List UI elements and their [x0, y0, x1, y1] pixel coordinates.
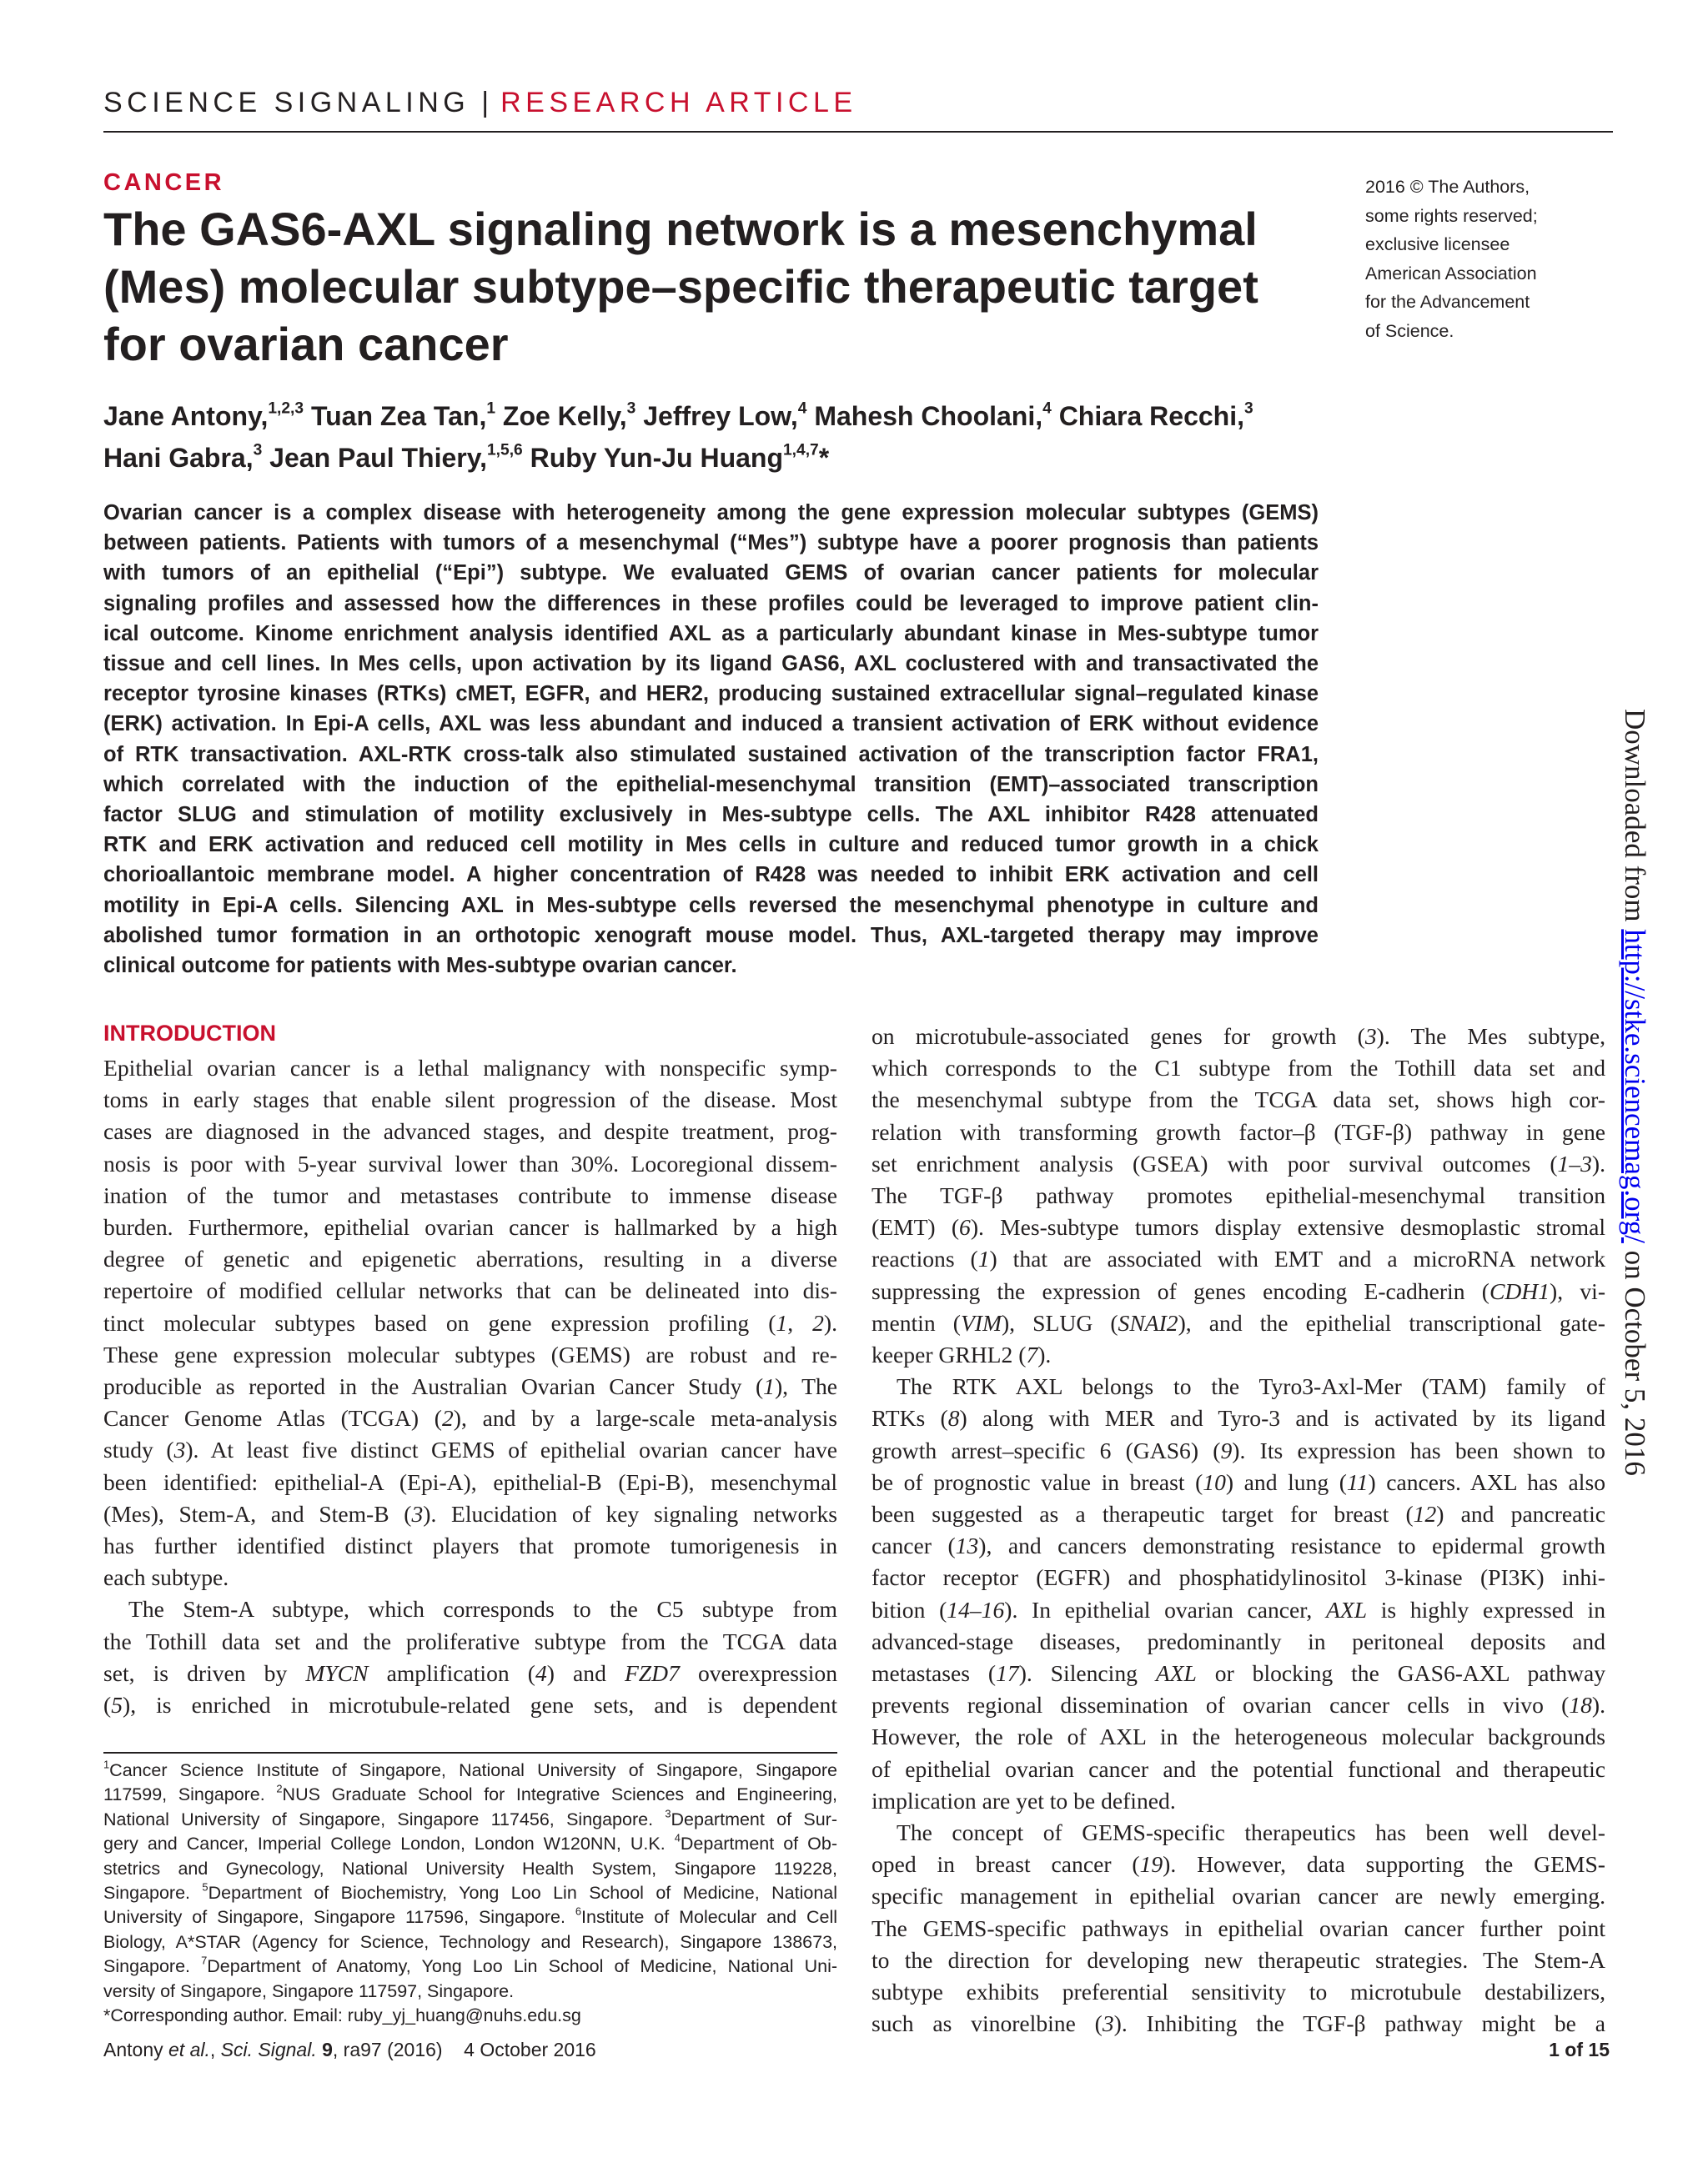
copyright-line: for the Advancement — [1365, 292, 1530, 312]
reference-link[interactable]: 1 — [977, 1246, 990, 1272]
body-text: be of prognostic value in breast ( — [872, 1468, 1203, 1495]
author-name: Jeffrey Low, — [635, 401, 798, 431]
abstract-line: Ovarian cancer is a complex disease with heterogeneity among the gene expression molecular subtypes (GEMS) — [103, 501, 1319, 524]
affiliation-mark: 1,2,3 — [268, 399, 304, 418]
body-line: has further identified distinct players that promote tumorigenesis in — [103, 1533, 837, 1559]
gene-name: VIM — [960, 1309, 1002, 1336]
affiliation-mark: 3 — [626, 399, 636, 418]
gene-name: AXL — [1325, 1596, 1368, 1623]
journal-name: SCIENCE SIGNALING — [103, 87, 470, 118]
abstract-line: ical outcome. Kinome enrichment analysis identified AXL as a particularly abundant kinase in Mes-subtype tumor — [103, 621, 1319, 645]
reference-link[interactable]: 18 — [1569, 1692, 1592, 1719]
body-text: ) cancers. AXL has also — [1368, 1468, 1605, 1495]
body-line — [872, 1243, 1605, 1275]
abstract-line: of RTK transactivation. AXL-RTK cross-talk also stimulated sustained activation of the transcription factor FRA1, — [103, 742, 1319, 766]
abstract-line: with tumors of an epithelial (“Epi”) subtype. We evaluated GEMS of ovarian cancer patients for molecular — [103, 561, 1319, 585]
body-text: ), and cancers demonstrating resistance to epidermal growth — [978, 1533, 1605, 1559]
reference-link[interactable]: 1 — [763, 1373, 775, 1400]
affiliation-mark: 4 — [1042, 399, 1052, 418]
affiliation-mark: 4 — [797, 399, 807, 418]
body-text: on microtubule-associated genes for growth ( — [872, 1023, 1365, 1049]
reference-link[interactable]: 3 — [173, 1437, 186, 1463]
body-line: implication are yet to be defined. — [872, 1787, 1176, 1814]
body-text: ). — [1037, 1342, 1052, 1368]
header-rule — [103, 131, 1613, 133]
footnote-text: Singapore. — [103, 1956, 202, 1977]
affiliation-mark: 3 — [253, 441, 263, 459]
reference-link[interactable]: 10 — [1203, 1468, 1226, 1495]
reference-link[interactable]: 2 — [812, 1309, 824, 1336]
body-line — [872, 1276, 1605, 1307]
footnote-text: University of Singapore, Singapore 117596, Singapore. — [103, 1907, 575, 1928]
abstract-line: tissue and cell lines. In Mes cells, upon activation by its ligand GAS6, AXL coclustered with and transactivated the — [103, 652, 1319, 676]
body-text: metastases ( — [872, 1660, 997, 1687]
affiliation-mark: 1,5,6 — [487, 441, 523, 459]
copyright-line: of Science. — [1365, 320, 1454, 341]
footnote-text: National University of Singapore, Singapore 117456, Singapore. — [103, 1809, 666, 1829]
body-text: reactions ( — [872, 1246, 978, 1272]
body-text: mentin ( — [872, 1309, 961, 1336]
body-text: Cancer Genome Atlas (TCGA) ( — [103, 1405, 442, 1432]
body-line: the Tothill data set and the proliferative subtype from the TCGA data — [103, 1628, 837, 1654]
affiliation-mark: 2 — [276, 1782, 283, 1795]
abstract-line: signaling profiles and assessed how the differences in these profiles could be leveraged to improve patient clin- — [103, 591, 1319, 615]
title-line: (Mes) molecular subtype–specific therapeutic target — [103, 260, 1258, 313]
abstract-line: between patients. Patients with tumors of a mesenchymal (“Mes”) subtype have a poorer prognosis than patients — [103, 531, 1319, 555]
article-type: RESEARCH ARTICLE — [500, 87, 857, 118]
author-name: Hani Gabra, — [103, 443, 254, 473]
author-name: Mahesh Choolani, — [806, 401, 1043, 431]
body-text: ). — [823, 1309, 837, 1336]
footnote-line — [103, 1759, 837, 1783]
body-text: ) and pancreatic — [1436, 1501, 1605, 1528]
reference-link[interactable]: 6 — [959, 1214, 971, 1241]
body-line — [872, 2008, 1605, 2040]
author-name: Chiara Recchi, — [1051, 401, 1244, 431]
author-name: Zoe Kelly, — [495, 401, 627, 431]
body-text: ). Silencing — [1018, 1660, 1156, 1687]
citation-text: , — [209, 2039, 221, 2060]
reference-link[interactable]: 3 — [1364, 1023, 1377, 1049]
body-text: – — [1569, 1150, 1581, 1177]
body-text: bition ( — [872, 1596, 947, 1623]
body-text: ) that are associated with EMT and a microRNA network — [989, 1246, 1605, 1272]
gene-name: MYCN — [305, 1659, 369, 1686]
abstract-line: chorioallantoic membrane model. A higher concentration of R428 was needed to inhibit ERK activation and cell — [103, 863, 1319, 887]
footnote-text: Department of Sur- — [671, 1809, 837, 1829]
citation-authors: Antony — [103, 2039, 168, 2060]
body-text: RTKs ( — [872, 1405, 948, 1432]
body-line: subtype exhibits preferential sensitivity to microtubule destabilizers, — [872, 1979, 1605, 2005]
body-line — [103, 1403, 837, 1434]
body-line: degree of genetic and epigenetic aberrations, resulting in a diverse — [103, 1246, 837, 1272]
author-name: Jean Paul Thiery, — [262, 443, 488, 473]
citation-line — [103, 2039, 596, 2061]
footnote-line: versity of Singapore, Singapore 117597, Singapore. — [103, 1980, 515, 2001]
footnote-line — [103, 1905, 837, 1930]
abstract-line: abolished tumor formation in an orthotopic xenograft mouse model. Thus, AXL-targeted therapy may improve — [103, 923, 1319, 947]
body-text: ). Its expression has been shown to — [1232, 1437, 1605, 1463]
gene-name: SNAI2 — [1118, 1309, 1178, 1336]
body-text: oped in breast cancer ( — [872, 1851, 1140, 1878]
corresponding-author: *Corresponding author. Email: ruby_yj_huang@nuhs.edu.sg — [103, 2005, 581, 2026]
body-text: ) along with MER and Tyro-3 and is activated by its ligand — [959, 1405, 1605, 1432]
body-line — [103, 1371, 837, 1403]
footnote-text: Cancer Science Institute of Singapore, National University of Singapore, Singapore — [109, 1760, 837, 1780]
footnote-text: gery and Cancer, Imperial College London, London W120NN, U.K. — [103, 1834, 675, 1854]
reference-link[interactable]: 3 — [411, 1500, 424, 1527]
body-line: nosis is poor with 5-year survival lower than 30%. Locoregional dissem- — [103, 1150, 837, 1177]
body-line: The TGF-β pathway promotes epithelial-mesenchymal transition — [872, 1182, 1605, 1209]
affiliation-mark: 1,4,7 — [783, 441, 819, 459]
reference-link[interactable]: 12 — [1413, 1501, 1437, 1528]
body-text: amplification ( — [368, 1659, 535, 1686]
body-line: the mesenchymal subtype from the TCGA data set, shows high cor- — [872, 1086, 1605, 1113]
body-text: ) and lung ( — [1225, 1468, 1347, 1495]
download-notice — [1618, 709, 1651, 1476]
footnote-line: Biology, A*STAR (Agency for Science, Technology and Research), Singapore 138673, — [103, 1931, 837, 1952]
body-text: ). Elucidation of key signaling networks — [423, 1500, 837, 1527]
body-column-right — [872, 1021, 1605, 2040]
body-line — [872, 1339, 1605, 1371]
reference-link[interactable]: 9 — [1220, 1437, 1233, 1463]
body-text: ). — [1591, 1692, 1605, 1719]
copyright-line: American Association — [1365, 263, 1537, 284]
body-line — [872, 1435, 1605, 1467]
body-text: set enrichment analysis (GSEA) with poor survival outcomes ( — [872, 1150, 1558, 1177]
reference-link[interactable]: 14 — [947, 1596, 970, 1623]
body-line: However, the role of AXL in the heterogeneous molecular backgrounds — [872, 1724, 1605, 1750]
body-line: factor receptor (EGFR) and phosphatidylinositol 3-kinase (PI3K) inhi- — [872, 1564, 1605, 1591]
footnote-text: Department of Ob- — [680, 1834, 837, 1854]
body-text: ) and — [546, 1659, 625, 1686]
title-line: The GAS6-AXL signaling network is a mesenchymal — [103, 203, 1258, 255]
reference-link[interactable]: 2 — [442, 1405, 454, 1432]
body-text: ). At least five distinct GEMS of epithelial ovarian cancer have — [185, 1437, 837, 1463]
header-separator: | — [481, 87, 490, 118]
body-line — [872, 1530, 1605, 1562]
footnote-line — [103, 1783, 837, 1807]
body-text: (EMT) ( — [872, 1214, 960, 1241]
body-line — [872, 1467, 1605, 1498]
copyright-line: exclusive licensee — [1365, 234, 1510, 254]
author-name: Tuan Zea Tan, — [304, 401, 487, 431]
body-text: ). The Mes subtype, — [1376, 1023, 1605, 1049]
body-text: (Mes), Stem-A, and Stem-B ( — [103, 1500, 412, 1527]
body-text: – — [969, 1596, 982, 1623]
body-line: of epithelial ovarian cancer and the potential functional and therapeutic — [872, 1755, 1605, 1782]
body-text: , — [787, 1309, 813, 1336]
reference-link[interactable]: 19 — [1139, 1851, 1163, 1878]
body-text: tinct molecular subtypes based on gene expression profiling ( — [103, 1309, 776, 1336]
footnote-rule — [103, 1752, 837, 1754]
footnote-line — [103, 1832, 837, 1856]
download-link[interactable]: http://stke.sciencemag.org/ — [1619, 929, 1651, 1243]
body-text: ), and by a large-scale meta-analysis — [453, 1405, 837, 1432]
author-name: Ruby Yun-Ju Huang — [522, 443, 784, 473]
body-column-left — [103, 1052, 837, 1721]
footnote-line — [103, 1808, 837, 1832]
body-line — [872, 1498, 1605, 1530]
abstract — [103, 498, 1319, 981]
body-line: specific management in epithelial ovarian cancer are newly emerging. — [872, 1883, 1605, 1910]
body-text: ). Mes-subtype tumors display extensive desmoplastic stromal — [970, 1214, 1605, 1241]
reference-link[interactable]: 1 — [776, 1309, 788, 1336]
reference-link[interactable]: 17 — [996, 1660, 1019, 1687]
affiliation-mark: 5 — [202, 1880, 208, 1894]
body-line — [872, 1148, 1605, 1180]
affiliations-footnote — [103, 1759, 837, 2028]
body-text: keeper GRHL2 ( — [872, 1342, 1027, 1368]
affiliation-mark: 3 — [1244, 399, 1253, 418]
citation-etal: et al. — [168, 2039, 210, 2060]
citation-text: , ra97 (2016) 4 October 2016 — [332, 2039, 596, 2060]
footnote-line — [103, 1881, 837, 1905]
reference-link[interactable]: 5 — [111, 1692, 123, 1719]
body-text: ( — [103, 1692, 112, 1719]
gene-name: AXL — [1155, 1660, 1197, 1687]
title-line: for ovarian cancer — [103, 318, 509, 370]
body-line — [103, 1434, 837, 1466]
body-line — [872, 1658, 1605, 1689]
reference-link[interactable]: 4 — [535, 1659, 547, 1686]
abstract-line: (ERK) activation. In Epi-A cells, AXL was less abundant and induced a transient activation of ERK without evidence — [103, 712, 1319, 736]
body-line: each subtype. — [103, 1564, 229, 1591]
body-line: cases are diagnosed in the advanced stages, and despite treatment, prog- — [103, 1118, 837, 1145]
body-line: The RTK AXL belongs to the Tyro3-Axl-Mer (TAM) family of — [897, 1373, 1605, 1400]
download-text: Downloaded from — [1619, 709, 1651, 930]
body-text: cancer ( — [872, 1533, 956, 1559]
introduction-heading: INTRODUCTION — [103, 1021, 276, 1046]
abstract-line: RTK and ERK activation and reduced cell motility in Mes cells in culture and reduced tumor growth in a chick — [103, 833, 1319, 857]
body-line: The concept of GEMS-specific therapeutics has been well devel- — [897, 1819, 1605, 1846]
body-text: ), vi- — [1550, 1277, 1606, 1304]
body-line — [103, 1689, 837, 1721]
body-text: ). However, data supporting the GEMS- — [1163, 1851, 1605, 1878]
body-line: relation with transforming growth factor–β (TGF-β) pathway in gene — [872, 1118, 1605, 1145]
page-number: 1 of 15 — [1549, 2039, 1610, 2060]
body-line: The Stem-A subtype, which corresponds to the C5 subtype from — [128, 1596, 837, 1623]
footnote-text: 117599, Singapore. — [103, 1784, 277, 1805]
body-text: prevents regional dissemination of ovarian cancer cells in vivo ( — [872, 1692, 1570, 1719]
body-text: or blocking the GAS6-AXL pathway — [1196, 1660, 1605, 1687]
body-text: ). Inhibiting the TGF-β pathway might be a — [1113, 2010, 1605, 2037]
body-line: to the direction for developing new therapeutic strategies. The Stem-A — [872, 1946, 1605, 1973]
body-text: such as vinorelbine ( — [872, 2010, 1103, 2037]
reference-link[interactable]: 3 — [1580, 1150, 1592, 1177]
body-text: producible as reported in the Australian Ovarian Cancer Study ( — [103, 1373, 764, 1400]
body-line: repertoire of modified cellular networks that can be delineated into dis- — [103, 1277, 837, 1304]
download-text: on October 5, 2016 — [1619, 1242, 1651, 1476]
body-line: toms in early stages that enable silent progression of the disease. Most — [103, 1086, 837, 1113]
footnote-line: stetrics and Gynecology, National University Health System, Singapore 119228, — [103, 1858, 837, 1879]
citation-journal: Sci. Signal. — [220, 2039, 317, 2060]
affiliation-mark: 1 — [103, 1758, 110, 1771]
affiliation-mark: 1 — [486, 399, 495, 418]
corresponding-mark: * — [818, 443, 830, 473]
section-label: CANCER — [103, 169, 225, 196]
abstract-line: motility in Epi-A cells. Silencing AXL in Mes-subtype cells reversed the mesenchymal phenotype in culture and — [103, 893, 1319, 917]
copyright-line: some rights reserved; — [1365, 205, 1538, 226]
author-name: Jane Antony, — [103, 401, 269, 431]
footnote-text: Singapore. — [103, 1883, 203, 1904]
body-line: been identified: epithelial-A (Epi-A), epithelial-B (Epi-B), mesenchymal — [103, 1468, 837, 1495]
body-text: ), The — [774, 1373, 838, 1400]
gene-name: FZD7 — [624, 1659, 680, 1686]
copyright-line: 2016 © The Authors, — [1365, 177, 1530, 197]
footnote-line — [103, 1955, 837, 1979]
body-line — [872, 1021, 1605, 1052]
body-line — [103, 1498, 837, 1530]
body-line: These gene expression molecular subtypes (GEMS) are robust and re- — [103, 1341, 837, 1368]
footnote-text: Institute of Molecular and Cell — [581, 1907, 837, 1928]
reference-link[interactable]: 11 — [1346, 1468, 1369, 1495]
body-line — [103, 1658, 837, 1689]
body-line — [872, 1594, 1605, 1626]
body-line: The GEMS-specific pathways in epithelial ovarian cancer further point — [872, 1915, 1605, 1941]
gene-name: CDH1 — [1489, 1277, 1550, 1304]
author-line — [103, 437, 1338, 479]
author-line — [103, 395, 1338, 437]
body-line: advanced-stage diseases, predominantly in peritoneal deposits and — [872, 1628, 1605, 1654]
body-text: is highly expressed in — [1367, 1596, 1606, 1623]
body-text: ), SLUG ( — [1001, 1309, 1118, 1336]
body-line — [872, 1689, 1605, 1721]
body-text: overexpression — [679, 1659, 838, 1686]
footnote-text: Department of Anatomy, Yong Loo Lin School of Medicine, National Uni- — [207, 1956, 838, 1977]
body-line — [872, 1307, 1605, 1339]
copyright-notice — [1365, 173, 1565, 345]
body-line: which corresponds to the C1 subtype from the Tothill data set and — [872, 1055, 1605, 1081]
reference-link[interactable]: 8 — [947, 1405, 960, 1432]
affiliation-mark: 6 — [575, 1905, 582, 1918]
body-text: set, is driven by — [103, 1659, 306, 1686]
body-text: been suggested as a therapeutic target for breast ( — [872, 1501, 1414, 1528]
body-line — [872, 1403, 1605, 1434]
body-text: ), is enriched in microtubule-related gene sets, and is dependent — [123, 1692, 837, 1719]
affiliation-mark: 7 — [201, 1954, 208, 1967]
body-text: study ( — [103, 1437, 174, 1463]
body-line — [872, 1212, 1605, 1243]
journal-header — [103, 87, 1613, 135]
citation-volume: 9 — [322, 2039, 333, 2060]
body-text: ). — [1591, 1150, 1605, 1177]
abstract-line: factor SLUG and stimulation of motility exclusively in Mes-subtype cells. The AXL inhibitor R428 attenuated — [103, 803, 1319, 827]
article-title — [103, 200, 1321, 373]
reference-link[interactable]: 7 — [1026, 1342, 1038, 1368]
body-line: Epithelial ovarian cancer is a lethal malignancy with nonspecific symp- — [103, 1055, 837, 1081]
footnote-text: Department of Biochemistry, Yong Loo Lin School of Medicine, National — [208, 1883, 838, 1904]
body-line: burden. Furthermore, epithelial ovarian cancer is hallmarked by a high — [103, 1214, 837, 1241]
abstract-line: clinical outcome for patients with Mes-subtype ovarian cancer. — [103, 954, 737, 978]
abstract-line: which correlated with the induction of the epithelial-mesenchymal transition (EMT)–associated transcription — [103, 772, 1319, 796]
author-list — [103, 395, 1338, 479]
body-line: ination of the tumor and metastases contribute to immense disease — [103, 1182, 837, 1208]
body-text: growth arrest–specific 6 (GAS6) ( — [872, 1437, 1221, 1463]
footnote-text: NUS Graduate School for Integrative Sciences and Engineering, — [282, 1784, 838, 1805]
body-line — [872, 1849, 1605, 1880]
reference-link[interactable]: 3 — [1102, 2010, 1114, 2037]
body-text: suppressing the expression of genes encoding E-cadherin ( — [872, 1277, 1489, 1304]
reference-link[interactable]: 13 — [955, 1533, 979, 1559]
abstract-line: receptor tyrosine kinases (RTKs) cMET, EGFR, and HER2, producing sustained extracellular signal–regulated kinase — [103, 682, 1319, 706]
body-text: ). In epithelial ovarian cancer, — [1004, 1596, 1326, 1623]
affiliation-mark: 3 — [665, 1807, 671, 1820]
body-line — [103, 1307, 837, 1339]
body-text: ), and the epithelial transcriptional gate- — [1178, 1309, 1605, 1336]
affiliation-mark: 4 — [674, 1831, 681, 1844]
reference-link[interactable]: 1 — [1557, 1150, 1570, 1177]
reference-link[interactable]: 16 — [981, 1596, 1005, 1623]
